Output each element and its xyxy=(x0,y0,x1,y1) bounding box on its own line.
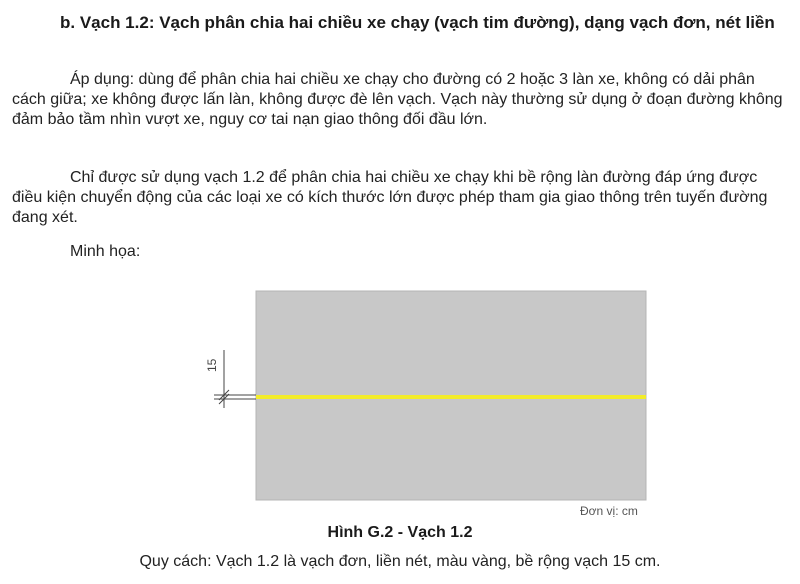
unit-note: Đơn vị: cm xyxy=(580,504,638,518)
figure-caption: Hình G.2 - Vạch 1.2 xyxy=(327,524,473,541)
specification-text: Quy cách: Vạch 1.2 là vạch đơn, liền nét, màu vàng, bề rộng vạch 15 cm. xyxy=(139,553,661,570)
dimension-annotation xyxy=(214,350,256,408)
illustration-label: Minh họa: xyxy=(70,243,141,260)
paragraph-condition: Chỉ được sử dụng vạch 1.2 để phân chia hai chiều xe chạy khi bề rộng làn đường đáp ứng được điều kiện chuyển động của các loại xe có kích thước lớn được phép tham gia giao thông trên tuyến đường đang xét. xyxy=(12,169,768,226)
paragraph-application: Áp dụng: dùng để phân chia hai chiều xe chạy cho đường có 2 hoặc 3 làn xe, không có dải phân cách giữa; xe không được lấn làn, không được đè lên vạch. Vạch này thường sử dụng ở đoạn đường không đảm bảo tầm nhìn vượt xe, nguy cơ tai nạn giao thông đối đầu lớn. xyxy=(12,71,783,128)
center-line-marking xyxy=(256,395,646,399)
dimension-label: 15 xyxy=(205,358,219,372)
section-heading: b. Vạch 1.2: Vạch phân chia hai chiều xe chạy (vạch tim đường), dạng vạch đơn, nét liền xyxy=(60,13,775,32)
